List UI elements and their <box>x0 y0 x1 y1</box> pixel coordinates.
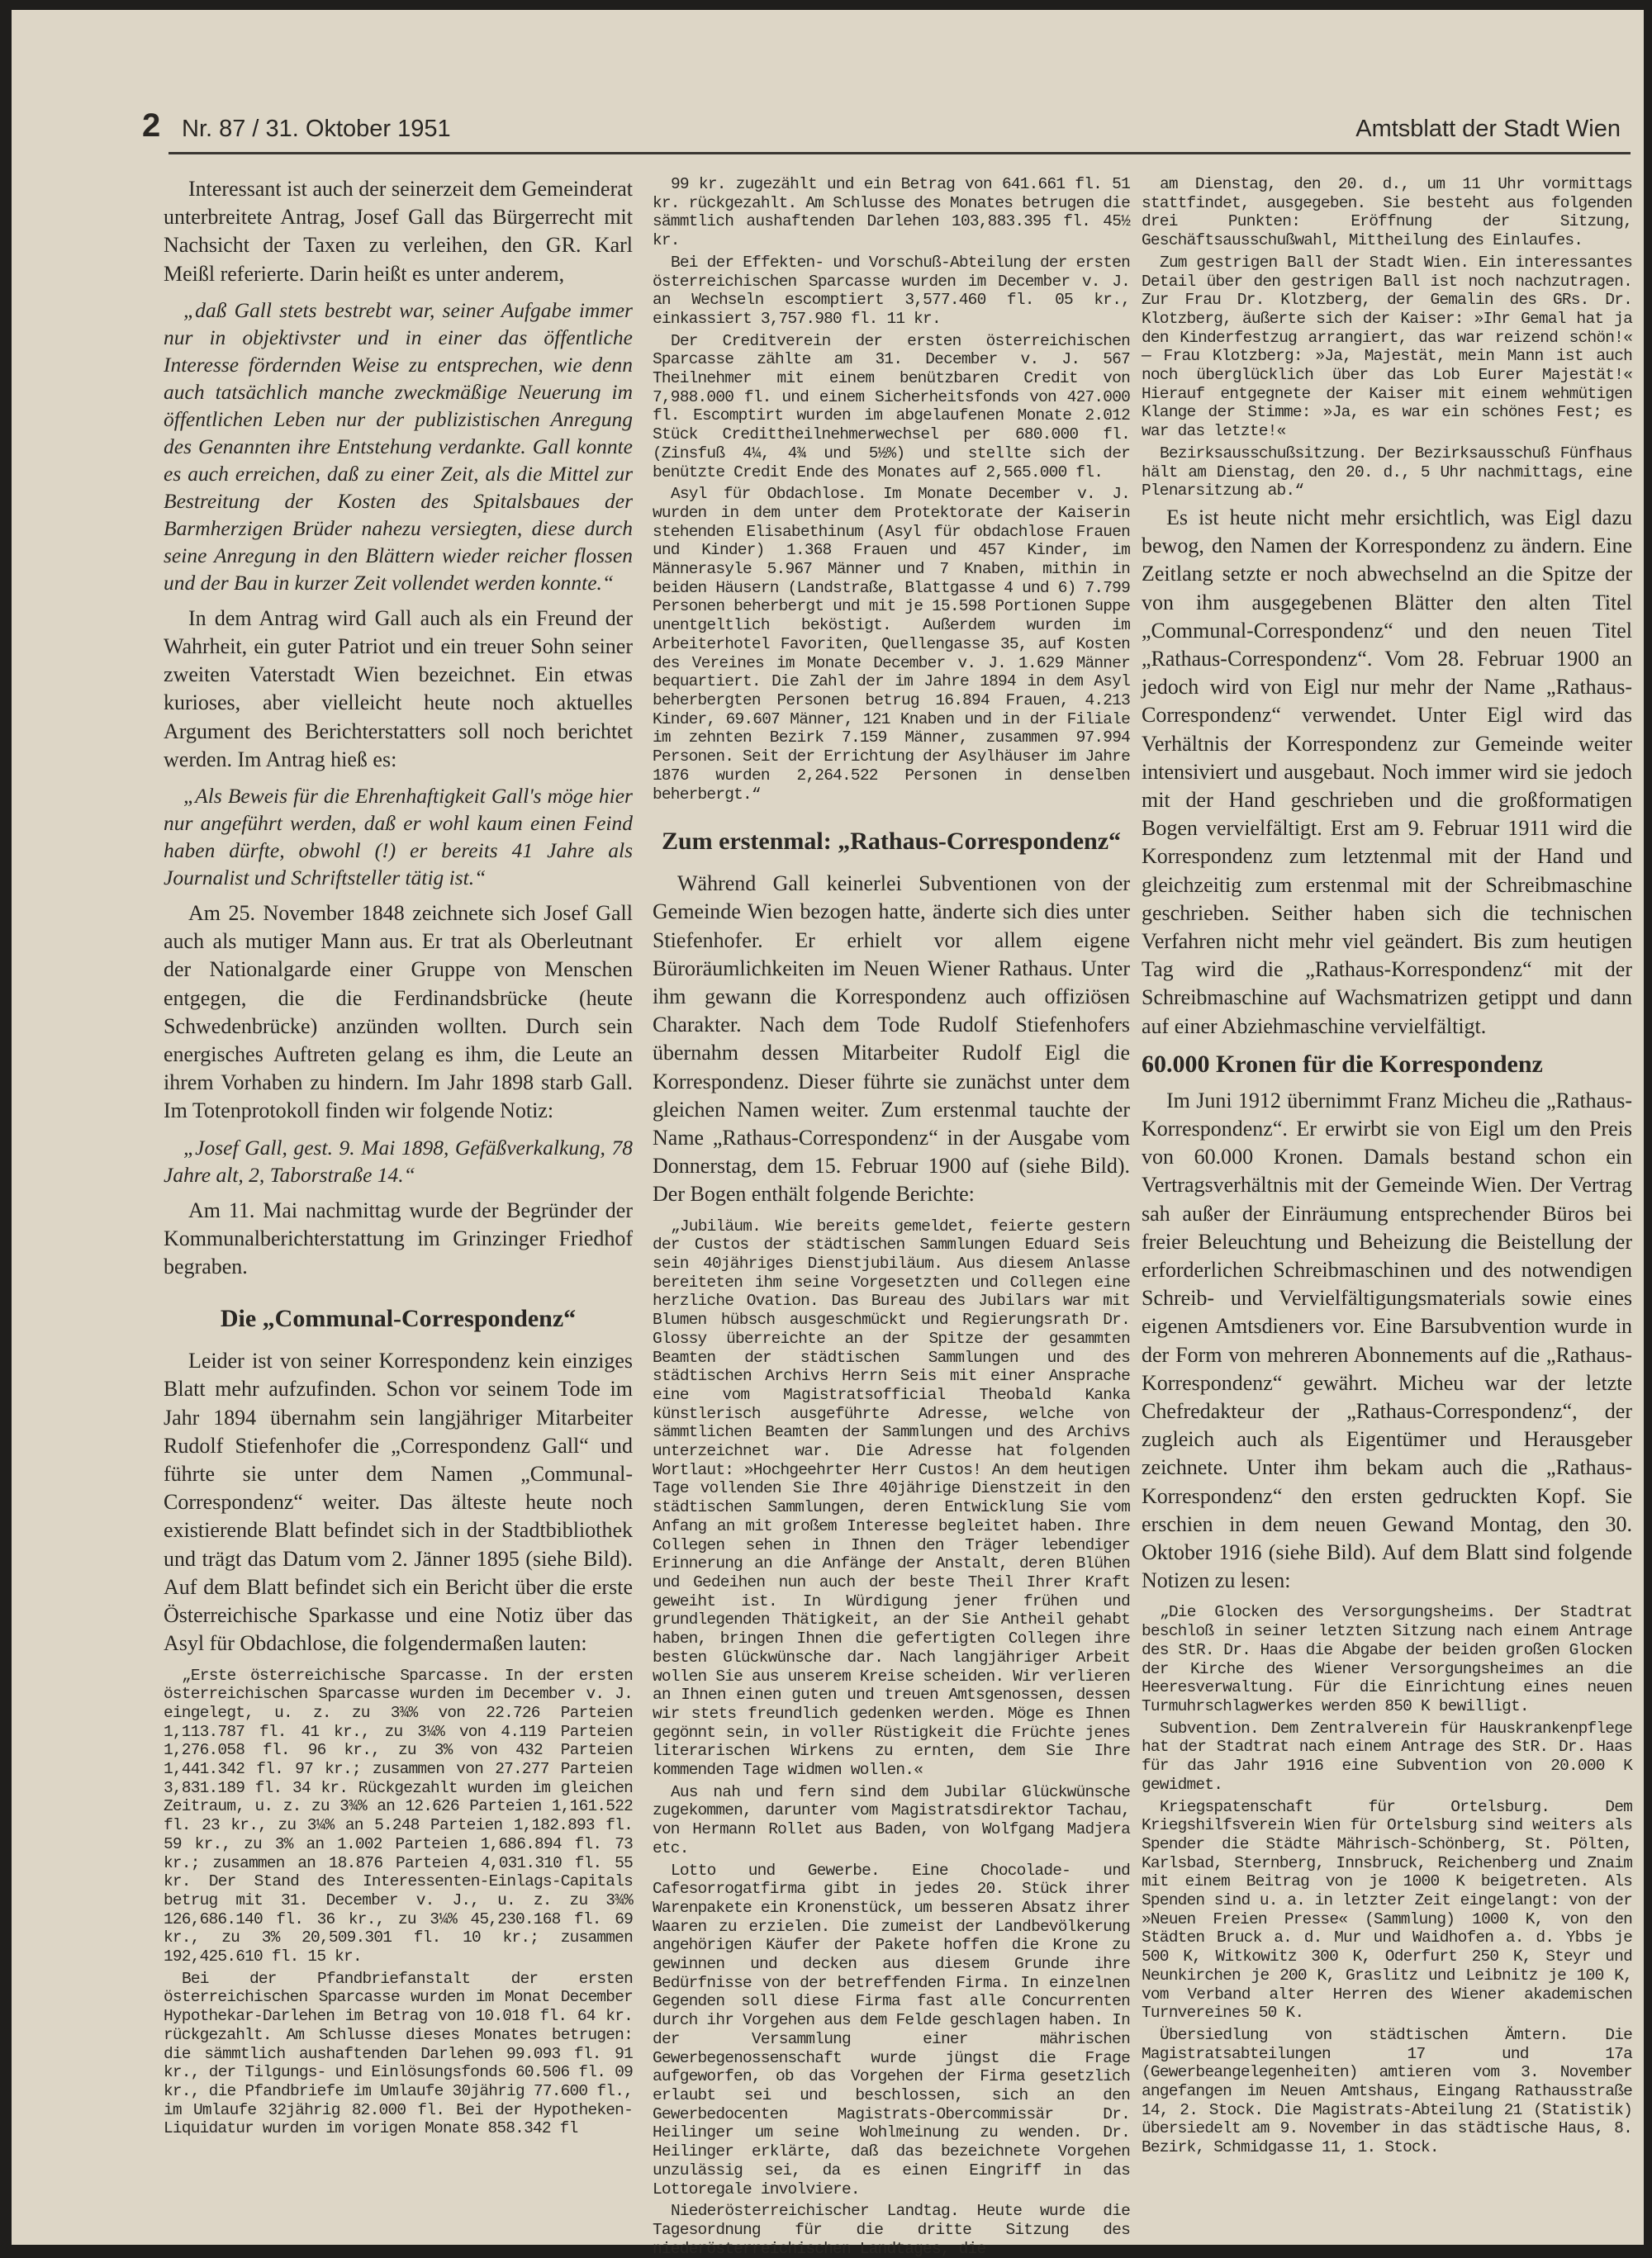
quoted-report: Lotto und Gewerbe. Eine Chocolade- und Cafesorrogatfirma gibt in jedes 20. Stück ihrer Warenpakete ein Kronenstück, um besseren Absatz ihrer Waaren zu erzielen. Die zumeist der Landbevölkerung angehörigen Käufer der Pakete hoffen die Krone zu gewinnen und decken aus diesem Grunde ihre Bedürfnisse von der betreffenden Firma. In einzelnen Gegenden soll diese Firma fast alle Concurrenten durch ihr Vorgehen aus dem Felde geschlagen haben. In der Versammlung einer mährischen Gewerbegenossenschaft wurde jüngst die Frage aufgeworfen, ob das Vorgehen der Firma gesetzlich erlaubt sei und beschlossen, sich an den Gewerbedocenten Magistrats-Obercommissär Dr. Heilinger um seine Wohlmeinung zu wenden. Dr. Heilinger erklärte, daß das bezeichnete Vorgehen unzulässig sei, da es einen Eingriff in das Lottoregale involviere. <box>653 1861 1130 2199</box>
quoted-report: „Jubiläum. Wie bereits gemeldet, feierte gestern der Custos der städtischen Sammlungen Eduard Seis sein 40jähriges Dienstjubiläum. Aus diesem Anlasse bereiteten ihm seine Vorgesetzten und Collegen eine herzliche Ovation. Das Bureau des Jubilars war mit Blumen hübsch ausgeschmückt und Regierungsrath Dr. Glossy überreichte an der Spitze der gesammten Beamten der städtischen Sammlungen und des städtischen Archivs Herrn Seis mit einer Ansprache eine vom Magistratsofficial Theobald Kanka künstlerisch ausgeführte Adresse, welche von sämmtlichen Beamten der Sammlungen und des Archivs unterzeichnet war. Die Adresse hat folgenden Wortlaut: »Hochgeehrter Herr Custos! An dem heutigen Tage vollenden Sie Ihre 40jährige Dienstzeit in den städtischen Sammlungen, deren Entwicklung Sie vom Anfang an mit großem Interesse begleitet haben. Ihre Collegen sehen in Ihnen den Träger lebendiger Erinnerung an die Anfänge der Anstalt, deren Blühen und Gedeihen nun auch der beste Theil Ihrer Kraft geweiht ist. In Würdigung jener frühen und grundlegenden Thätigkeit, an der Sie Antheil gehabt haben, bringen Ihnen die gefertigten Collegen ihre besten Glückwünsche dar. Nach langjähriger Arbeit wollen Sie aus unserem Kreise scheiden. Wir verlieren an Ihnen einen guten und treuen Amtsgenossen, dessen wir stets freundlich gedenken werden. Möge es Ihnen gegönnt sein, in voller Rüstigkeit die Früchte jenes literarischen Wirkens zu ernten, dem Sie Ihre kommenden Tage widmen wollen.« <box>653 1217 1130 1780</box>
paragraph: Am 25. November 1848 zeichnete sich Josef Gall auch als mutiger Mann aus. Er trat als Oberleutnant der Nationalgarde einer Gruppe von Menschen entgegen, die die Ferdinandsbrücke (heute Schwedenbrücke) anzünden wollten. Durch sein energisches Auftreten gelang es ihm, die Leute an ihrem Vorhaben zu hindern. Im Jahr 1898 starb Gall. Im Totenprotokoll finden wir folgende Notiz: <box>164 901 633 1123</box>
quoted-report: Zum gestrigen Ball der Stadt Wien. Ein interessantes Detail über den gestrigen Ball ist noch nachzutragen. Zur Frau Dr. Klotzberg, der Gemalin des GRs. Dr. Klotzberg, äußerte sich der Kaiser: »Ihr Gemal hat ja den Kinderfestzug arrangiert, das war reizend schön!« — Frau Klotzberg: »Ja, Majestät, mein Mann ist auch noch überglücklich über das Lob Eurer Majestät!« Hierauf entgegnete der Kaiser mit einem wehmütigen Klange der Stimme: »Ja, es war ein schönes Fest; es war das letzte!« <box>1142 253 1632 441</box>
quote: „Als Beweis für die Ehrenhaftigkeit Gall's möge hier nur angeführt werden, daß er wohl kaum einen Feind haben dürfte, obwohl (!) er bereits 41 Jahre als Journalist und Schriftsteller tätig ist.“ <box>164 784 633 890</box>
quote: „Josef Gall, gest. 9. Mai 1898, Gefäßverkalkung, 78 Jahre alt, 2, Taborstraße 14.“ <box>164 1135 633 1187</box>
paragraph: Während Gall keinerlei Subventionen von der Gemeinde Wien bezogen hatte, änderte sich dies unter Stiefenhofer. Er erhielt vor allem eigene Büroräumlichkeiten im Neuen Wiener Rathaus. Unter ihm gewann die Korrespondenz auch offiziösen Charakter. Nach dem Tode Rudolf Stiefenhofers übernahm dessen Mitarbeiter Rudolf Eigl die Korrespondenz. Dieser führte sie zunächst unter dem gleichen Namen weiter. Zum erstenmal tauchte der Name „Rathaus-Correspondenz“ in der Ausgabe vom Donnerstag, dem 15. Februar 1900 auf (siehe Bild). Der Bogen enthält folgende Berichte: <box>653 871 1130 1207</box>
paragraph: Im Juni 1912 übernimmt Franz Micheu die „Rathaus-Korrespondenz“. Er erwirbt sie von Eigl um den Preis von 60.000 Kronen. Damals bestand schon ein Vertragsverhältnis mit der Gemeinde Wien. Der Vertrag sah außer der Einräumung entsprechender Büros bei freier Beleuchtung und Beheizung die Beistellung der erforderlichen Schreibmaschinen und des notwendigen Schreib- und Vervielfältigungsmaterials sowie eines eigenen Amtsdieners vor. Eine Barsubvention wurde in der Form von mehreren Abonnements auf die „Rathaus-Korrespondenz“ gewährt. Micheu war der letzte Chefredakteur der „Rathaus-Correspondenz“, der zugleich auch als Eigentümer und Herausgeber zeichnete. Unter ihm bekam auch die „Rathaus-Korrespondenz“ den ersten gedruckten Kopf. Sie erschien in dem neuen Gewand Montag, den 30. Oktober 1916 (siehe Bild). Auf dem Blatt sind folgende Notizen zu lesen: <box>1142 1088 1632 1593</box>
section-heading: Zum erstenmal: „Rathaus-Correspondenz“ <box>661 828 1122 856</box>
quoted-report: Bezirksausschußsitzung. Der Bezirksausschuß Fünfhaus hält am Dienstag, den 20. d., 5 Uhr nachmittags, eine Plenarsitzung ab.“ <box>1142 444 1632 500</box>
column-3 <box>1142 175 1632 2232</box>
quoted-report: Subvention. Dem Zentralverein für Hauskrankenpflege hat der Stadtrat nach einem Antrage des StR. Dr. Haas für das Jahr 1916 eine Subvention von 20.000 K gewidmet. <box>1142 1719 1632 1794</box>
paragraph: Am 11. Mai nachmittag wurde der Begründer der Kommunalberichterstattung im Grinzinger Friedhof begraben. <box>164 1198 633 1279</box>
column-2 <box>653 175 1130 2258</box>
page-header <box>142 107 1631 154</box>
column-1 <box>164 175 633 2232</box>
quoted-report: „Die Glocken des Versorgungsheims. Der Stadtrat beschloß in seiner letzten Sitzung nach einem Antrage des StR. Dr. Haas die Abgabe der beiden großen Glocken der Kirche des Wiener Versorgungsheimes an die Heeresverwaltung. Für die Einrichtung eines neuen Turmuhrschlagwerkes werden 850 K bewilligt. <box>1142 1603 1632 1715</box>
paragraph: Leider ist von seiner Korrespondenz kein einziges Blatt mehr aufzufinden. Schon vor seinem Tode im Jahr 1894 übernahm sein langjähriger Mitarbeiter Rudolf Stiefenhofer die „Correspondenz Gall“ und führte sie unter dem Namen „Communal-Correspondenz“ weiter. Das älteste heute noch existierende Blatt befindet sich in der Stadtbibliothek und trägt das Datum vom 2. Jänner 1895 (siehe Bild). Auf dem Blatt befindet sich ein Bericht über die erste Österreichische Sparkasse und eine Notiz über das Asyl für Obdachlose, die folgendermaßen lauten: <box>164 1349 633 1656</box>
quoted-report: am Dienstag, den 20. d., um 11 Uhr vormittags stattfindet, ausgegeben. Sie besteht aus folgenden drei Punkten: Eröffnung der Sitzung, Geschäftsausschußwahl, Mittheilung des Einlaufes. <box>1142 175 1632 250</box>
quoted-report: Asyl für Obdachlose. Im Monate December v. J. wurden in dem unter dem Protektorate der Kaiserin stehenden Elisabethinum (Asyl für obdachlose Frauen und Kinder) 1.368 Frauen und 457 Kinder, im Männerasyle 5.967 Männer und 7 Knaben, mithin in beiden Häusern (Landstraße, Blattgasse 4 und 6) 7.799 Personen beherbergt und mit je 15.598 Portionen Suppe unentgeltlich beköstigt. Außerdem wurden im Arbeiterhotel Favoriten, Quellengasse 35, auf Kosten des Vereines im Monate December v. J. 1.629 Männer bequartiert. Die Zahl der im Jahre 1894 in dem Asyl beherbergten Personen betrug 16.894 Frauen, 4.213 Kinder, 69.607 Männer, 121 Knaben und in der Filiale im zehnten Bezirk 7.159 Männer, zusammen 97.994 Personen. Seit der Errichtung der Asylhäuser im Jahre 1876 wurden 2,264.522 Personen in denselben beherbergt.“ <box>653 485 1130 804</box>
section-heading: 60.000 Kronen für die Korrespondenz <box>1142 1050 1543 1078</box>
masthead: Amtsblatt der Stadt Wien <box>1355 116 1621 142</box>
quoted-report: „Erste österreichische Sparcasse. In der ersten österreichischen Sparcasse wurden im December v. J. eingelegt, u. z. zu 3¾% von 22.726 Parteien 1,113.787 fl. 41 kr., zu 3¼% von 4.119 Parteien 1,276.058 fl. 96 kr., zu 3% von 432 Parteien 1,441.342 fl. 97 kr.; zusammen von 27.277 Parteien 3,831.189 fl. 34 kr. Rückgezahlt wurden im gleichen Zeitraum, u. z. zu 3¾% an 12.626 Parteien 1,161.522 fl. 23 kr., zu 3¼% an 5.248 Parteien 1,182.893 fl. 59 kr., zu 3% an 1.002 Parteien 1,686.894 fl. 73 kr.; zusammen an 18.876 Parteien 4,031.310 fl. 55 kr. Der Stand des Interessenten-Einlags-Capitals betrug mit 31. December v. J., u. z. zu 3¾% 126,686.140 fl. 36 kr., zu 3¼% 45,230.168 fl. 69 kr., zu 3% 20,509.301 fl. 10 kr.; zusammen 192,425.610 fl. 15 kr. <box>164 1666 633 1966</box>
newspaper-page <box>12 10 1644 2258</box>
section-heading: Die „Communal-Correspondenz“ <box>220 1305 577 1333</box>
quoted-report: Übersiedlung von städtischen Ämtern. Die Magistratsabteilungen 17 und 17a (Gewerbeangelegenheiten) amtieren vom 3. November angefangen im Neuen Amtshaus, Eingang Rathausstraße 14, 2. Stock. Die Magistrats-Abteilung 21 (Statistik) übersiedelt am 9. November in das städtische Haus, 8. Bezirk, Schmidgasse 11, 1. Stock. <box>1142 2025 1632 2157</box>
quoted-report: Kriegspatenschaft für Ortelsburg. Dem Kriegshilfsverein Wien für Ortelsburg sind weiters als Spender die Städte Mährisch-Schönberg, St. Pölten, Karlsbad, Sternberg, Innsbruck, Reichenberg und Znaim mit einem Beitrag von je 1000 K beigetreten. Als Spenden sind u. a. in letzter Zeit eingelangt: von der »Neuen Freien Presse« (Sammlung) 1000 K, von den Städten Bruck a. d. Mur und Waidhofen a. d. Ybbs je 500 K, Witkowitz 300 K, Oderfurt 250 K, Steyr und Neunkirchen je 200 K, Graslitz und Leibnitz je 100 K, vom Verband alter Herren des Wiener akademischen Turnvereines 50 K. <box>1142 1797 1632 2023</box>
quoted-report: Der Creditverein der ersten österreichischen Sparcasse zählte am 31. December v. J. 567 Theilnehmer mit einem benützbaren Credit von 7,988.000 fl. und einem Sicherheitsfonds von 427.000 fl. Escomptirt wurden im abgelaufenen Monate 2.012 Stück Credittheilnehmerwechsel per 680.000 fl. (Zinsfuß 4¼, 4¾ und 5½%) und stellte sich der benützte Credit Ende des Monates auf 2,565.000 fl. <box>653 331 1130 481</box>
issue-info: Nr. 87 / 31. Oktober 1951 <box>182 116 451 142</box>
paragraph: In dem Antrag wird Gall auch als ein Freund der Wahrheit, ein guter Patriot und ein treuer Sohn seiner zweiten Vaterstadt Wien bezeichnet. Ein etwas kurioses, aber vielleicht heute noch aktuelles Argument des Berichterstatters soll noch berichtet werden. Im Antrag hieß es: <box>164 605 633 771</box>
quote: „daß Gall stets bestrebt war, seiner Aufgabe immer nur in objektivster und in einer das öffentliche Interesse fördernden Weise zu entsprechen, wie denn auch tatsächlich manche zweckmäßige Neuerung im öffentlichen Leben nur der publizistischen Anregung des Genannten ihre Entstehung verdankte. Gall konnte es auch erreichen, daß zu einer Zeit, als die Mittel zur Bestreitung der Kosten des Spitalsbaues der Barmherzigen Brüder nahezu versiegten, diese durch seine Anregung in den Blättern wieder reicher flossen und der Bau in kurzer Zeit vollendet werden konnte.“ <box>164 297 633 595</box>
quoted-report: Aus nah und fern sind dem Jubilar Glückwünsche zugekommen, darunter vom Magistratsdirektor Tachau, von Hermann Rollet aus Baden, von Wolfgang Madjera etc. <box>653 1782 1130 1857</box>
quoted-report: Niederösterreichischer Landtag. Heute wurde die Tagesordnung für die dritte Sitzung des niederösterreichischen Landtages, die <box>653 2202 1130 2258</box>
page-number: 2 <box>142 107 161 144</box>
quoted-report: Bei der Effekten- und Vorschuß-Abteilung der ersten österreichischen Sparcasse wurden im December v. J. an Wechseln escomptiert 3,577.460 fl. 05 kr., einkassiert 3,757.980 fl. 11 kr. <box>653 253 1130 328</box>
quoted-report: 99 kr. zugezählt und ein Betrag von 641.661 fl. 51 kr. rückgezahlt. Am Schlusse des Monates betrugen die sämmtlich aushaftenden Darlehen 103,883.395 fl. 45½ kr. <box>653 175 1130 250</box>
paragraph: Interessant ist auch der seinerzeit dem Gemeinderat unterbreitete Antrag, Josef Gall das Bürgerrecht mit Nachsicht der Taxen zu verleihen, den GR. Karl Meißl referierte. Darin heißt es unter anderem, <box>164 177 633 286</box>
paragraph: Es ist heute nicht mehr ersichtlich, was Eigl dazu bewog, den Namen der Korrespondenz zu ändern. Eine Zeitlang setzte er noch abwechselnd an die Spitze der von ihm ausgegebenen Blätter den alten Titel „Communal-Correspondenz“ und den neuen Titel „Rathaus-Correspondenz“. Vom 28. Februar 1900 an jedoch wird von Eigl nur mehr der Name „Rathaus-Correspondenz“ verwendet. Unter Eigl wird das Verhältnis der Korrespondenz zur Gemeinde weiter intensiviert und ausgebaut. Noch immer wird sie jedoch mit der Hand geschrieben und die großformatigen Bogen vervielfältigt. Erst am 9. Februar 1911 wird die Korrespondenz zum letztenmal mit der Hand und gleichzeitig zum erstenmal mit der Schreibmaschine geschrieben. Seither haben sich die technischen Verfahren nicht mehr viel geändert. Bis zum heutigen Tag wird die „Rathaus-Korrespondenz“ mit der Schreibmaschine auf Wachsmatrizen getippt und dann auf einer Abziehmaschine vervielfältigt. <box>1142 505 1632 1038</box>
quoted-report: Bei der Pfandbriefanstalt der ersten österreichischen Sparcasse wurden im Monat December Hypothekar-Darlehen im Betrag von 10.018 fl. 64 kr. rückgezahlt. Am Schlusse dieses Monates betrugen: die sämmtlich aushaftenden Darlehen 99.093 fl. 91 kr., der Tilgungs- und Einlösungsfonds 60.506 fl. 09 kr., die Pfandbriefe im Umlaufe 30jährig 77.600 fl., im Umlaufe 32jährig 82.000 fl. Bei der Hypotheken-Liquidatur wurden im vorigen Monate 858.342 fl <box>164 1969 633 2138</box>
